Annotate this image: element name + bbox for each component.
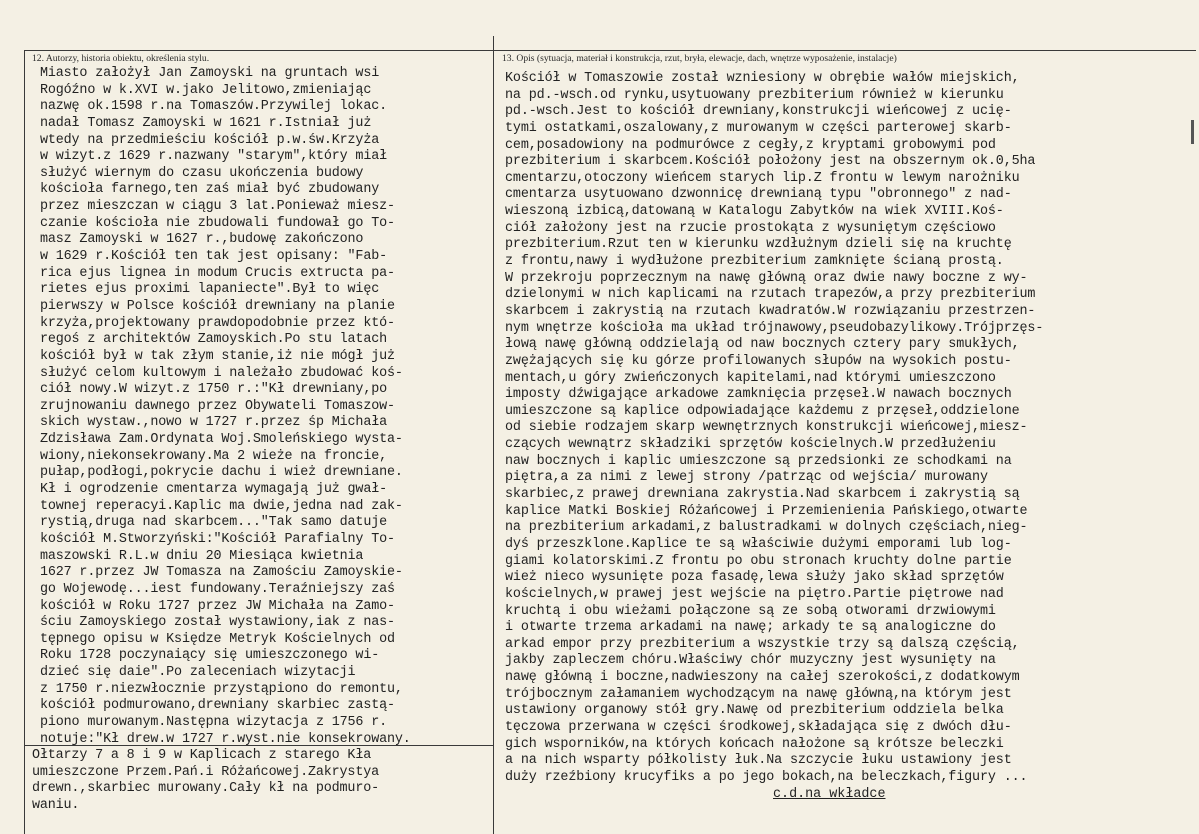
text-line: go Wojewodę...iest fundowany.Teraźniejszy zaś <box>40 581 395 597</box>
frame-top-rule <box>24 50 1196 51</box>
text-line: kościół M.Stworzyński:"Kościół Parafialny To- <box>40 531 395 547</box>
text-line: duży rzeźbiony krucyfiks a po jego bokach,na beleczkach,figury ... <box>505 769 1028 785</box>
text-line: dyś przeszklone.Kaplice te są właściwie dużymi emporami lub log- <box>505 536 1012 552</box>
text-line: cem,posadowiony na podmurówce z cegły,z kryptami grobowymi pod <box>505 137 996 153</box>
text-line: arkad empor przy prezbiterium a wszystkie trzy są dalszą częścią, <box>505 636 1020 652</box>
text-line: townej reperacyi.Kaplic ma dwie,jedna nad zak- <box>40 498 403 514</box>
text-line: ciół założony jest na rzucie prostokąta z wysuniętym częściowo <box>505 220 996 236</box>
text-line: kościół był w tak złym stanie,iż nie mógł już <box>40 348 395 364</box>
text-line: naw bocznych i kaplic umieszczone są przedsionki ze schodkami na <box>505 453 1012 469</box>
text-line: imposty dźwigające arkadowe zamknięcia przęseł.W nawach bocznych <box>505 387 1012 403</box>
text-line: wiony,niekonsekrowany.Ma 2 wieże na froncie, <box>40 448 387 464</box>
text-line: dzielonymi w nich kaplicami na rzutach trapezów,a przy prezbiterium <box>505 287 1036 303</box>
section-13-heading: 13. Opis (sytuacja, materiał i konstrukcja, rzut, bryła, elewacje, dach, wnętrze wyposażenie, instalacje) <box>502 53 897 64</box>
text-line: trójbocznym załamaniem wychodzącym na nawę główną,na którym jest <box>505 686 1012 702</box>
text-line: wież nieco wysunięte poza fasadę,lewa służy jako skład sprzętów <box>505 570 1004 586</box>
text-line: dzieć się daie".Po zaleceniach wizytacji <box>40 665 356 681</box>
text-line: kościół podmurowano,drewniany skarbiec zastą- <box>40 698 395 714</box>
text-line: Kościół w Tomaszowie został wzniesiony w obrębie wałów miejskich, <box>505 71 1020 86</box>
text-line: ściu Zamoyskiego został wystawiony,iak z nas- <box>40 615 395 631</box>
text-line: rica ejus lignea in modum Crucis extructa pa- <box>40 265 395 281</box>
text-line: pułap,podłogi,pokrycie dachu i wież drewniane. <box>40 465 403 481</box>
edge-mark <box>1191 120 1194 144</box>
text-line: giami kolatorskimi.Z frontu po obu stronach kruchty dolne partie <box>505 553 1012 569</box>
text-line: ustawiony organowy stół gry.Nawę od prezbiterium oddziela belka <box>505 703 1004 719</box>
continued-note: c.d.na wkładce <box>773 787 886 802</box>
text-line: służyć wiernym do czasu ukończenia budowy <box>40 165 364 181</box>
text-line: gich wsporników,na których końcach nałożone są krótsze beleczki <box>505 736 1004 752</box>
text-line: piono murowanym.Następna wizytacja z 1756 r. <box>40 714 387 730</box>
text-line: Rogóźno w k.XVI w.jako Jelitowo,zmieniając <box>40 82 372 98</box>
text-line: czanie kościoła nie zbudowali fundował go To- <box>40 215 395 231</box>
text-line: czących wewnątrz składziki sprzętów kościelnych.W przedłużeniu <box>505 437 996 453</box>
text-line: skich wystaw.,nowo w 1727 r.przez śp Michała <box>40 415 387 431</box>
text-line: kaplice Matki Boskiej Różańcowej i Przemienienia Pańskiego,otwarte <box>505 503 1028 519</box>
text-line: prezbiterium i skarbcem.Kościół położony jest na obszernym ok.0,5ha <box>505 154 1036 170</box>
text-line: cmentarza usytuowano dzwonnicę drewnianą typu "obronnego" z nad- <box>505 187 1012 203</box>
text-line: pierwszy w Polsce kościół drewniany na planie <box>40 298 395 314</box>
text-line: skarbcem i zakrystią na rzutach kwadratów.W rozwiązaniu przestrzen- <box>505 303 1036 319</box>
text-line: tęczowa przerwana w części środkowej,składająca się z dwóch dłu- <box>505 719 1012 735</box>
text-line: pd.-wsch.Jest to kościół drewniany,konstrukcji wieńcowej z ucię- <box>505 104 1012 120</box>
text-line: kościelnych,w prawej jest wejście na piętro.Partie piętrowe nad <box>505 586 1004 602</box>
text-line: na prezbiterium arkadami,z balustradkami w dolnych częściach,nieg- <box>505 520 1028 536</box>
column-divider-rule <box>493 36 494 834</box>
text-line: wieszoną izbicą,datowaną w Katalogu Zabytków na wiek XVIII.Koś- <box>505 204 1004 220</box>
text-line: cmentarzu,otoczony wieńcem starych lip.Z frontu w lewym narożniku <box>505 170 1020 186</box>
text-line: umieszczone Przem.Pań.i Różańcowej.Zakrystya <box>32 764 379 780</box>
text-line: zrujnowaniu dawnego przez Obywateli Tomaszow- <box>40 398 395 414</box>
text-line: nawę główną i boczne,nadwieszony na całej szerokości,z dodatkowym <box>505 670 1020 686</box>
text-line: zwężających się ku górze profilowanych słupów na wysokich postu- <box>505 353 1012 369</box>
text-line: Roku 1728 poczynaiący się umieszczonego wi- <box>40 648 380 664</box>
text-line: skarbiec,z prawej drewniana zakrystia.Nad skarbcem i zakrystią są <box>505 487 1020 503</box>
text-line: rystią,druga nad skarbcem..."Tak samo datuje <box>40 515 387 531</box>
text-line: kościoła farnego,ten zaś miał być zbudowany <box>40 182 380 198</box>
text-line: z frontu,nawy i wydłużone prezbiterium zamknięte ścianą prostą. <box>505 254 1004 270</box>
text-line: i otwarte trzema arkadami na nawę; arkady te są analogiczne do <box>505 620 996 636</box>
frame-left-rule <box>24 50 25 834</box>
text-line: ciół nowy.W wizyt.z 1750 r.:"Kł drewniany,po <box>40 382 387 398</box>
text-line: nadał Tomasz Zamoyski w 1621 r.Istniał już <box>40 115 372 131</box>
text-line: notuje:"Kł drew.w 1727 r.wyst.nie konsekrowany. <box>40 731 411 747</box>
text-line: drewn.,skarbiec murowany.Cały kł na podmuro- <box>32 781 379 797</box>
text-line: maszowski R.L.w dniu 20 Miesiąca kwietnia <box>40 548 364 564</box>
text-line: kruchtą i obu wieżami połączone są ze sobą otworami drzwiowymi <box>505 603 996 619</box>
text-line: mentach,u góry zwieńczonych kapitelami,nad którymi umieszczono <box>505 370 996 386</box>
text-line: wtedy na przedmieściu kościół p.w.św.Krzyża <box>40 132 380 148</box>
text-line: tymi ostatkami,oszalowany,z murowanym w części parterowej skarb- <box>505 120 1012 136</box>
text-line: nazwę ok.1598 r.na Tomaszów.Przywilej lokac. <box>40 99 387 115</box>
text-line: Kł i ogrodzenie cmentarza wymagają już gwał- <box>40 482 387 498</box>
text-line: masz Zamoyski w 1627 r.,budowę zakończono <box>40 232 364 248</box>
text-line: łową nawę główną oddzielają od naw bocznych cztery pary smukłych, <box>505 337 1020 353</box>
text-line: prezbiterium.Rzut ten w kierunku wzdłużnym dzieli się na kruchtę <box>505 237 1012 253</box>
text-line: a na nich wsparty półkolisty łuk.Na szczycie łuku ustawiony jest <box>505 753 1012 769</box>
section-12-body <box>40 66 411 748</box>
text-line: Ołtarzy 7 a 8 i 9 w Kaplicach z starego Kła <box>32 748 372 763</box>
text-line: w 1629 r.Kościół ten tak jest opisany: "Fab- <box>40 249 387 265</box>
text-line: od siebie rodzajem skarp wewnętrznych konstrukcji wieńcowej,miesz- <box>505 420 1028 436</box>
altars-note <box>32 748 379 815</box>
text-line: Zdzisława Zam.Ordynata Woj.Smoleńskiego wysta- <box>40 432 403 448</box>
text-line: z 1750 r.niezwłocznie przystąpiono do remontu, <box>40 681 403 697</box>
section-13-body <box>505 71 1043 787</box>
text-line: umieszczone są kaplice odpowiadające każdemu z przęseł,oddzielone <box>505 403 1020 419</box>
text-line: w wizyt.z 1629 r.nazwany "starym",który miał <box>40 149 387 165</box>
text-line: kościół w Roku 1727 przez JW Michała na Zamo- <box>40 598 395 614</box>
text-line: nym wnętrze kościoła ma układ trójnawowy,pseudobazylikowy.Trójprzęs- <box>505 320 1044 336</box>
text-line: na pd.-wsch.od rynku,usytuowany prezbiterium również w kierunku <box>505 87 1004 103</box>
text-line: krzyża,projektowany prawdopodobnie przez któ- <box>40 315 395 331</box>
text-line: przez mieszczan w ciągu 3 lat.Ponieważ miesz- <box>40 199 395 215</box>
text-line: służyć celom kultowym i należało zbudować koś- <box>40 365 403 381</box>
text-line: rietes ejus proximi lapaniecte".Był to więc <box>40 282 380 298</box>
text-line: tępnego opisu w Księdze Metryk Kościelnych od <box>40 631 395 647</box>
section-12-heading: 12. Autorzy, historia obiektu, określenia stylu. <box>32 53 210 64</box>
text-line: waniu. <box>32 797 80 813</box>
text-line: W przekroju poprzecznym na nawę główną oraz dwie nawy boczne z wy- <box>505 270 1028 286</box>
text-line: jakby zapleczem chóru.Właściwy chór muzyczny jest wysunięty na <box>505 653 996 669</box>
text-line: 1627 r.przez JW Tomasza na Zamościu Zamoyskie- <box>40 565 403 581</box>
text-line: Miasto założył Jan Zamoyski na gruntach wsi <box>40 66 380 81</box>
text-line: piętra,a za nimi z lewej strony /patrząc od wejścia/ murowany <box>505 470 988 486</box>
text-line: regoś z architektów Zamoyskich.Po stu latach <box>40 332 387 348</box>
